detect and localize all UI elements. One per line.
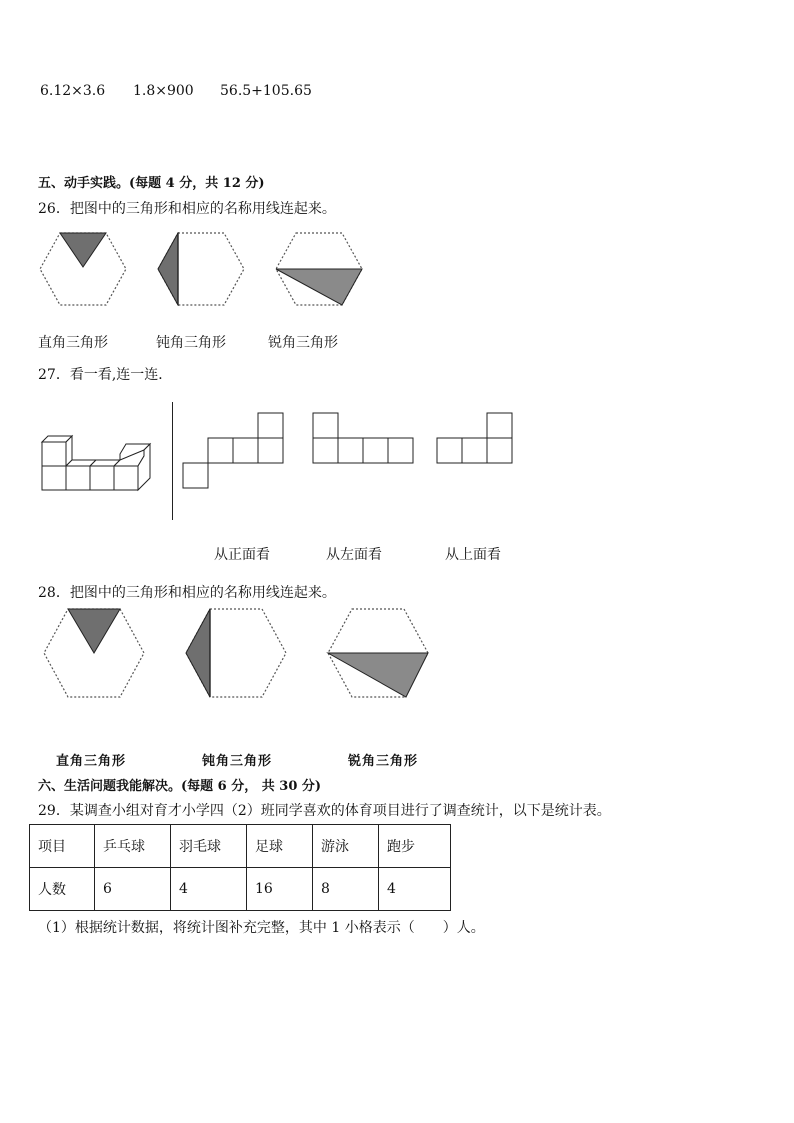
q28-label-right: 直角三角形 bbox=[56, 754, 127, 769]
table-cell: 4 bbox=[171, 868, 247, 911]
q27-view-shape-2 bbox=[312, 412, 414, 466]
table-cell: 乒乓球 bbox=[95, 825, 171, 868]
q28-label-acute: 锐角三角形 bbox=[348, 754, 419, 769]
table-cell: 足球 bbox=[247, 825, 313, 868]
q29-sub-question-1: （1）根据统计数据，将统计图补充完整，其中 1 小格表示（ ）人。 bbox=[38, 920, 485, 936]
table-cell: 游泳 bbox=[313, 825, 379, 868]
table-cell: 8 bbox=[313, 868, 379, 911]
table-cell: 项目 bbox=[30, 825, 95, 868]
q27-cube-solid bbox=[40, 434, 154, 492]
calc-expression-2: 1.8×900 bbox=[133, 83, 194, 99]
table-cell: 4 bbox=[379, 868, 451, 911]
q28-text: 28．把图中的三角形和相应的名称用线连起来。 bbox=[38, 585, 336, 601]
q29-stats-table bbox=[29, 824, 451, 911]
q26-hexagon-right-triangle bbox=[38, 232, 128, 306]
table-row-values bbox=[30, 868, 451, 911]
table-cell: 16 bbox=[247, 868, 313, 911]
q27-text: 27．看一看,连一连． bbox=[38, 367, 173, 383]
q27-view-shape-1 bbox=[182, 412, 284, 490]
q26-hexagon-acute-triangle bbox=[274, 232, 364, 306]
q28-hexagon-obtuse-triangle bbox=[184, 608, 288, 698]
q26-label-right: 直角三角形 bbox=[38, 335, 108, 351]
q26-hexagon-obtuse-triangle bbox=[156, 232, 246, 306]
q26-text: 26．把图中的三角形和相应的名称用线连起来。 bbox=[38, 201, 336, 217]
q27-view-shape-3 bbox=[436, 412, 514, 466]
table-cell: 6 bbox=[95, 868, 171, 911]
q28-label-obtuse: 钝角三角形 bbox=[202, 754, 273, 769]
table-cell: 羽毛球 bbox=[171, 825, 247, 868]
table-cell: 人数 bbox=[30, 868, 95, 911]
q28-hexagon-right-triangle bbox=[42, 608, 146, 698]
table-row-header bbox=[30, 825, 451, 868]
section-6-heading: 六、生活问题我能解决。(每题 6 分， 共 30 分) bbox=[38, 779, 322, 794]
q27-view-top: 从上面看 bbox=[445, 547, 501, 563]
calc-expression-3: 56.5+105.65 bbox=[220, 83, 312, 99]
calc-expression-1: 6.12×3.6 bbox=[40, 83, 106, 99]
q27-divider bbox=[172, 402, 173, 520]
q29-text: 29．某调查小组对育才小学四（2）班同学喜欢的体育项目进行了调查统计，以下是统计表。 bbox=[38, 803, 611, 819]
section-5-heading: 五、动手实践。(每题 4 分，共 12 分) bbox=[38, 176, 265, 191]
q28-hexagon-acute-triangle bbox=[326, 608, 430, 698]
q27-view-left: 从左面看 bbox=[326, 547, 382, 563]
q26-label-obtuse: 钝角三角形 bbox=[156, 335, 226, 351]
q27-view-front: 从正面看 bbox=[214, 547, 270, 563]
table-cell: 跑步 bbox=[379, 825, 451, 868]
q26-label-acute: 锐角三角形 bbox=[268, 335, 338, 351]
